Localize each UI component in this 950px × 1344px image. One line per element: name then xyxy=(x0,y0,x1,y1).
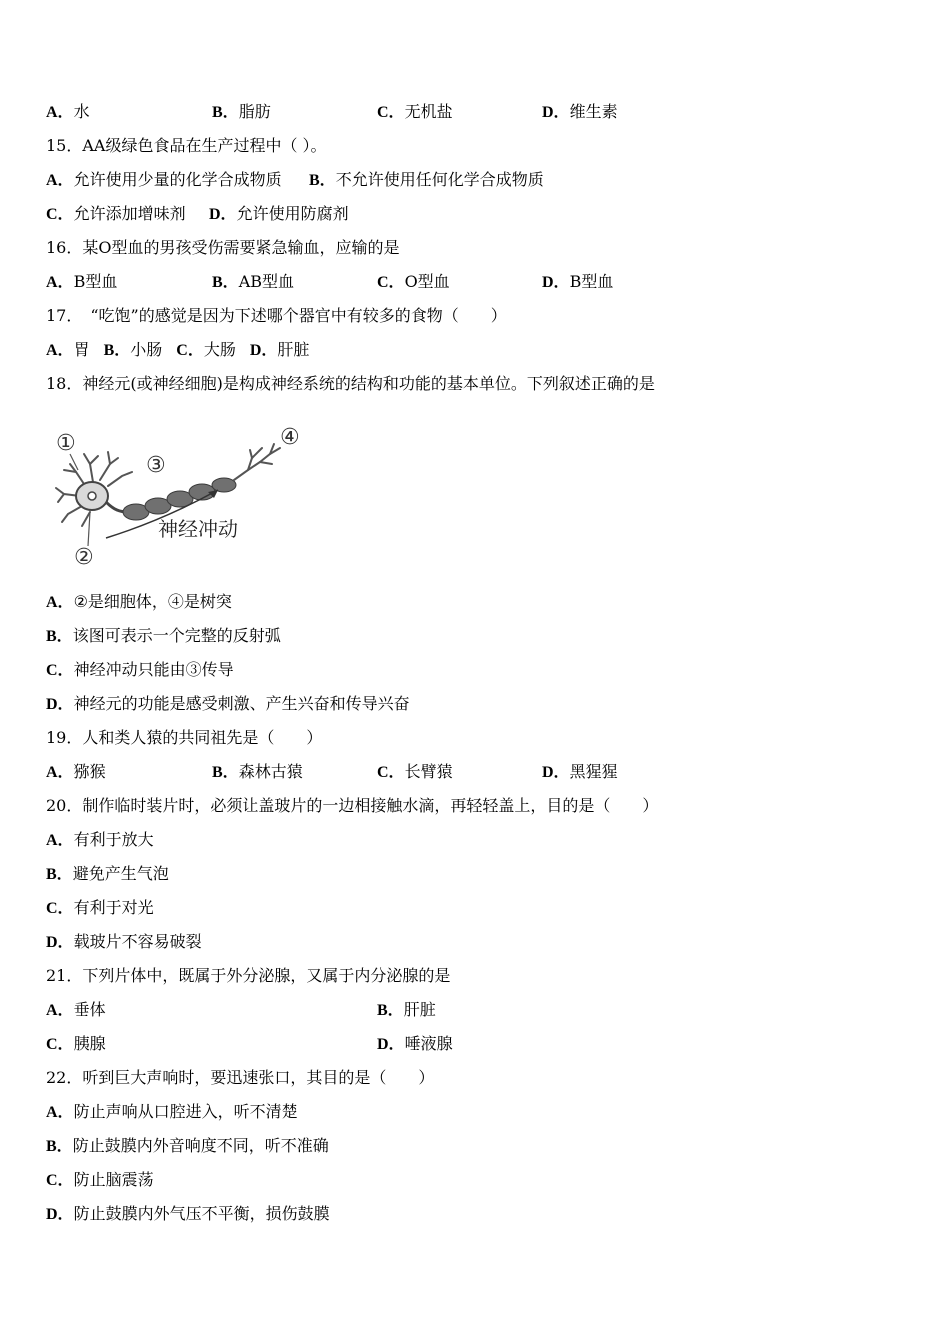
option-text: 防止鼓膜内外气压不平衡，损伤鼓膜 xyxy=(73,1204,330,1223)
q22-option-a[interactable] xyxy=(46,1102,298,1123)
option-text: 胃 xyxy=(73,340,90,359)
nucleus xyxy=(88,492,96,500)
myelin-sheath xyxy=(123,478,236,520)
option-text: AB型血 xyxy=(238,272,295,291)
q17-option-c[interactable] xyxy=(176,340,236,359)
option-label: A． xyxy=(46,1104,74,1121)
marker-3: ③ xyxy=(146,453,166,478)
option-label: D． xyxy=(46,934,74,951)
q20-option-c[interactable] xyxy=(46,898,154,919)
option-label: D． xyxy=(249,342,278,359)
marker-4: ④ xyxy=(280,425,300,450)
option-label: A． xyxy=(46,342,74,359)
option-text: 有利于对光 xyxy=(73,898,154,917)
option-text: 神经冲动只能由③传导 xyxy=(73,660,234,679)
q22-stem: 22．听到巨大声响时，要迅速张口，其目的是（ ） xyxy=(46,1068,435,1087)
option-text: 森林古猿 xyxy=(238,762,303,781)
option-label: A． xyxy=(46,172,74,189)
q22-option-d[interactable] xyxy=(46,1204,330,1225)
option-text: 脂肪 xyxy=(238,102,271,121)
q21-option-b[interactable] xyxy=(377,1000,436,1021)
q21-options-row1 xyxy=(46,1000,906,1020)
option-label: B． xyxy=(212,764,239,781)
q15-options-row1 xyxy=(46,170,906,190)
q16-option-c[interactable] xyxy=(377,272,450,293)
option-label: B． xyxy=(309,172,336,189)
q19-options xyxy=(46,762,906,782)
q21-stem: 21．下列片体中，既属于外分泌腺，又属于内分泌腺的是 xyxy=(46,966,451,985)
option-label: D． xyxy=(46,1206,74,1223)
option-label: C． xyxy=(46,1036,74,1053)
option-text: 不允许使用任何化学合成物质 xyxy=(335,170,544,189)
q19-option-b[interactable] xyxy=(212,762,303,783)
q16-options xyxy=(46,272,906,292)
q17-options xyxy=(46,340,323,361)
option-text: 胰腺 xyxy=(73,1034,106,1053)
option-text: 有利于放大 xyxy=(73,830,154,849)
q18-option-d[interactable] xyxy=(46,694,410,715)
option-text: 神经元的功能是感受刺激、产生兴奋和传导兴奋 xyxy=(73,694,410,713)
q16-option-b[interactable] xyxy=(212,272,294,293)
option-text: 水 xyxy=(73,102,90,121)
option-text: 防止声响从口腔进入，听不清楚 xyxy=(73,1102,298,1121)
q17-option-a[interactable] xyxy=(46,340,90,359)
option-label: D． xyxy=(46,696,74,713)
option-text: 该图可表示一个完整的反射弧 xyxy=(72,626,281,645)
option-text: 黑猩猩 xyxy=(569,762,618,781)
option-label: B． xyxy=(46,1138,73,1155)
option-text: 维生素 xyxy=(569,102,618,121)
q16-option-d[interactable] xyxy=(542,272,613,293)
q18-option-b[interactable] xyxy=(46,626,281,647)
option-text: 肝脏 xyxy=(277,340,310,359)
option-text: ②是细胞体，④是树突 xyxy=(73,592,232,611)
option-label: C． xyxy=(46,662,74,679)
option-text: 小肠 xyxy=(130,340,163,359)
q21-options-row2 xyxy=(46,1034,906,1054)
marker-2: ② xyxy=(74,545,94,570)
option-label: A． xyxy=(46,274,74,291)
option-text: 肝脏 xyxy=(403,1000,436,1019)
q19-stem: 19．人和类人猿的共同祖先是（ ） xyxy=(46,728,323,747)
option-label: A． xyxy=(46,1002,74,1019)
q20-option-d[interactable] xyxy=(46,932,202,953)
option-text: 允许添加增味剂 xyxy=(73,204,186,223)
option-label: A． xyxy=(46,764,74,781)
option-label: C． xyxy=(377,764,405,781)
option-text: B型血 xyxy=(569,272,614,291)
q14-option-a[interactable] xyxy=(46,102,90,123)
q15-option-a[interactable] xyxy=(46,170,282,191)
option-text: 唾液腺 xyxy=(404,1034,453,1053)
leader-2 xyxy=(88,512,90,546)
option-label: B． xyxy=(377,1002,404,1019)
option-label: D． xyxy=(377,1036,405,1053)
option-label: C． xyxy=(377,274,405,291)
q15-stem: 15．AA级绿色食品在生产过程中（ ）。 xyxy=(46,136,327,155)
q17-option-b[interactable] xyxy=(104,340,163,359)
q21-option-c[interactable] xyxy=(46,1034,106,1055)
option-label: D． xyxy=(542,274,570,291)
q18-stem: 18．神经元(或神经细胞)是构成神经系统的结构和功能的基本单位。下列叙述正确的是 xyxy=(46,374,655,393)
option-text: 防止脑震荡 xyxy=(73,1170,154,1189)
q20-option-b[interactable] xyxy=(46,864,169,885)
option-label: B． xyxy=(212,104,239,121)
q19-option-d[interactable] xyxy=(542,762,618,783)
q14-option-c[interactable] xyxy=(377,102,453,123)
option-text: O型血 xyxy=(404,272,450,291)
q15-option-d[interactable] xyxy=(209,204,349,225)
q19-option-a[interactable] xyxy=(46,762,106,783)
option-label: C． xyxy=(46,900,74,917)
q16-stem: 16．某O型血的男孩受伤需要紧急输血，应输的是 xyxy=(46,238,400,257)
q14-option-b[interactable] xyxy=(212,102,271,123)
option-label: D． xyxy=(209,206,237,223)
q15-option-c[interactable] xyxy=(46,204,186,225)
option-label: C． xyxy=(377,104,405,121)
option-label: B． xyxy=(103,342,131,359)
q16-option-a[interactable] xyxy=(46,272,117,293)
q14-options xyxy=(46,102,906,122)
q15-options-row2 xyxy=(46,204,906,224)
q20-option-a[interactable] xyxy=(46,830,154,851)
option-text: 允许使用少量的化学合成物质 xyxy=(73,170,282,189)
option-label: B． xyxy=(212,274,239,291)
leader-1 xyxy=(70,454,78,470)
option-text: B型血 xyxy=(73,272,118,291)
option-text: 避免产生气泡 xyxy=(72,864,169,883)
option-label: B． xyxy=(46,866,73,883)
option-text: 防止鼓膜内外音响度不同，听不准确 xyxy=(72,1136,329,1155)
q21-option-a[interactable] xyxy=(46,1000,106,1021)
option-text: 大肠 xyxy=(203,340,236,359)
option-label: A． xyxy=(46,104,74,121)
neuron-diagram xyxy=(48,420,318,575)
option-text: 无机盐 xyxy=(404,102,453,121)
caption-nerve-impulse: 神经冲动 xyxy=(158,517,238,541)
axon-terminals xyxy=(234,444,280,480)
q17-stem: 17． “吃饱”的感觉是因为下述哪个器官中有较多的食物（ ） xyxy=(46,306,507,325)
option-text: 载玻片不容易破裂 xyxy=(73,932,202,951)
option-label: A． xyxy=(46,594,74,611)
q14-option-d[interactable] xyxy=(542,102,618,123)
option-text: 允许使用防腐剂 xyxy=(236,204,349,223)
q19-option-c[interactable] xyxy=(377,762,453,783)
q18-option-c[interactable] xyxy=(46,660,234,681)
q20-stem: 20．制作临时装片时，必须让盖玻片的一边相接触水滴，再轻轻盖上，目的是（ ） xyxy=(46,796,659,815)
q21-option-d[interactable] xyxy=(377,1034,453,1055)
option-label: D． xyxy=(542,104,570,121)
option-label: C． xyxy=(46,206,74,223)
option-text: 猕猴 xyxy=(73,762,106,781)
option-label: A． xyxy=(46,832,74,849)
option-label: D． xyxy=(542,764,570,781)
q18-option-a[interactable] xyxy=(46,592,232,613)
option-label: B． xyxy=(46,628,73,645)
marker-1: ① xyxy=(56,431,76,456)
option-label: C． xyxy=(46,1172,74,1189)
q15-option-b[interactable] xyxy=(309,170,544,191)
q17-option-d[interactable] xyxy=(250,340,310,359)
option-text: 长臂猿 xyxy=(404,762,453,781)
option-label: C． xyxy=(176,342,204,359)
option-text: 垂体 xyxy=(73,1000,106,1019)
q22-option-c[interactable] xyxy=(46,1170,154,1191)
q22-option-b[interactable] xyxy=(46,1136,329,1157)
